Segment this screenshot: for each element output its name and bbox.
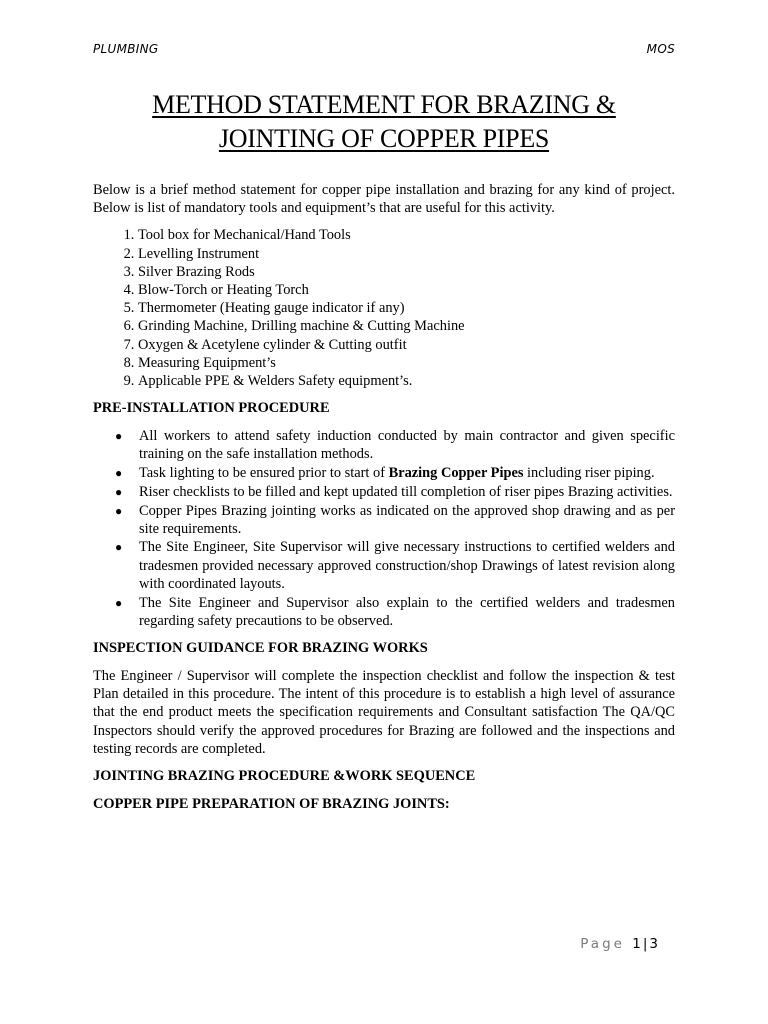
bullet-text: including riser piping. xyxy=(523,465,655,482)
tools-list-item: 9. Applicable PPE & Welders Safety equipment’s. xyxy=(138,372,675,390)
pre-installation-heading: PRE-INSTALLATION PROCEDURE xyxy=(93,400,330,417)
jointing-heading: JOINTING BRAZING PROCEDURE &WORK SEQUENCE xyxy=(93,767,476,784)
tools-list-item: 2. Levelling Instrument xyxy=(138,245,675,263)
title-line-1: METHOD STATEMENT FOR BRAZING & xyxy=(152,90,616,119)
tools-list-item: 4. Blow-Torch or Heating Torch xyxy=(138,281,675,299)
total-pages: 3 xyxy=(649,936,658,952)
bullet-text: Riser checklists to be filled and kept updated till completion of riser pipes Brazing activities. xyxy=(139,483,673,500)
bullet-text: The Site Engineer and Supervisor also explain to the certified welders and tradesmen regarding safety precautions to be observed. xyxy=(139,594,675,629)
tools-list-item: 7. Oxygen & Acetylene cylinder & Cutting outfit xyxy=(138,336,675,354)
bullet-icon: ● xyxy=(115,466,123,481)
intro-paragraph: Below is a brief method statement for copper pipe installation and brazing for any kind of project. Below is list of mandatory tools and equipment’s that are useful for this activity. xyxy=(93,182,675,217)
bullet-item xyxy=(115,427,675,463)
bullet-icon: ● xyxy=(115,595,123,610)
page-label: Page xyxy=(580,936,625,952)
tools-list-item: 6. Grinding Machine, Drilling machine & Cutting Machine xyxy=(138,317,675,335)
bullet-item xyxy=(115,464,675,482)
header-left-text: PLUMBING xyxy=(93,42,159,56)
page-separator: | xyxy=(642,936,648,952)
page-footer xyxy=(580,936,658,952)
tools-list-item: 5. Thermometer (Heating gauge indicator if any) xyxy=(138,299,675,317)
bullet-text: Task lighting to be ensured prior to start of xyxy=(139,465,389,482)
tools-list-item: 3. Silver Brazing Rods xyxy=(138,263,675,281)
pre-installation-list xyxy=(93,427,675,630)
bullet-item xyxy=(115,483,675,501)
bullet-icon: ● xyxy=(115,540,123,555)
preparation-heading: COPPER PIPE PREPARATION OF BRAZING JOINTS: xyxy=(93,795,450,812)
page-header xyxy=(93,42,675,60)
document-title xyxy=(60,88,708,156)
header-right-text: MOS xyxy=(646,42,675,56)
bullet-icon: ● xyxy=(115,503,123,518)
bullet-icon: ● xyxy=(115,429,123,444)
bullet-item xyxy=(115,594,675,630)
bullet-icon: ● xyxy=(115,484,123,499)
inspection-paragraph: The Engineer / Supervisor will complete the inspection checklist and follow the inspection & test Plan detailed in this procedure. The intent of this procedure is to establish a high level of assurance that the end product meets the specification requirements and Consultant satisfaction The QA/QC Inspectors should verify the approved procedures for Brazing are followed and the inspections and testing records are completed. xyxy=(93,667,675,757)
bullet-text: The Site Engineer, Site Supervisor will give necessary instructions to certified welders and tradesmen provided necessary approved construction/shop Drawings of latest revision along with coordinated layouts. xyxy=(139,539,675,592)
inspection-heading: INSPECTION GUIDANCE FOR BRAZING WORKS xyxy=(93,639,428,656)
title-line-2: JOINTING OF COPPER PIPES xyxy=(218,124,550,153)
bullet-item xyxy=(115,502,675,538)
bullet-text: All workers to attend safety induction conducted by main contractor and given specific training on the safe installation methods. xyxy=(139,428,675,463)
tools-list-item: 1. Tool box for Mechanical/Hand Tools xyxy=(138,226,675,244)
bullet-item xyxy=(115,538,675,593)
tools-list-item: 8. Measuring Equipment’s xyxy=(138,354,675,372)
bullet-text: Copper Pipes Brazing jointing works as indicated on the approved shop drawing and as per site requirements. xyxy=(139,502,675,537)
document-body xyxy=(93,181,675,823)
tools-list xyxy=(93,226,675,390)
page-number: 1 xyxy=(632,936,641,952)
bullet-bold-text: Brazing Copper Pipes xyxy=(388,465,524,482)
